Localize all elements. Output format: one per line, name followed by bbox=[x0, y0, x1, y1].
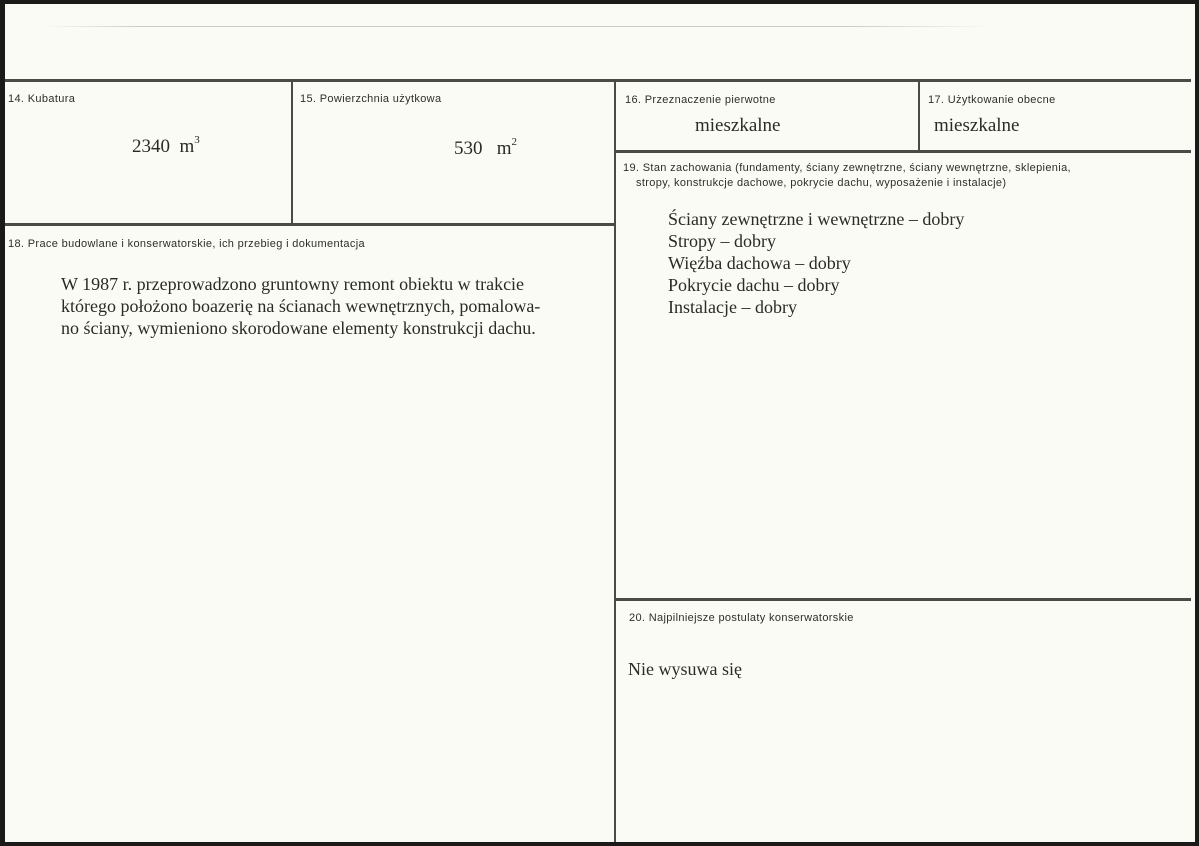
field-17-label: 17. Użytkowanie obecne bbox=[928, 94, 1056, 106]
field-14-unit: m bbox=[179, 136, 195, 157]
condition-item: Ściany zewnętrzne i wewnętrzne – dobry bbox=[668, 209, 965, 229]
faint-top-rule bbox=[43, 26, 993, 27]
rule-under-14-15 bbox=[5, 223, 615, 226]
condition-item: Pokrycie dachu – dobry bbox=[668, 275, 840, 295]
condition-item: Stropy – dobry bbox=[668, 231, 776, 251]
field-20-value: Nie wysuwa się bbox=[628, 659, 742, 679]
field-14-unit-exponent: 3 bbox=[194, 134, 200, 146]
description-line: którego położono boazerię na ścianach wewnętrznych, pomalowa- bbox=[61, 296, 541, 316]
field-15-value bbox=[454, 138, 517, 160]
condition-item: Więźba dachowa – dobry bbox=[668, 253, 851, 273]
field-16-label: 16. Przeznaczenie pierwotne bbox=[625, 94, 776, 106]
rule-under-16-17 bbox=[615, 150, 1191, 153]
field-15-unit-exponent: 2 bbox=[511, 136, 518, 148]
condition-item: Instalacje – dobry bbox=[668, 297, 797, 317]
rule-top bbox=[5, 79, 1191, 82]
field-18-description bbox=[61, 273, 540, 339]
field-20-label: 20. Najpilniejsze postulaty konserwatorskie bbox=[629, 612, 854, 624]
field-14-number: 2340 bbox=[132, 136, 170, 157]
field-15-label: 15. Powierzchnia użytkowa bbox=[300, 93, 442, 105]
divider-14-15 bbox=[291, 80, 293, 225]
field-16-value: mieszkalne bbox=[695, 115, 781, 136]
description-line: W 1987 r. przeprowadzono gruntowny remont obiektu w trakcie bbox=[61, 274, 525, 294]
description-line: no ściany, wymieniono skorodowane elementy konstrukcji dachu. bbox=[61, 318, 536, 338]
field-19-label-line1: 19. Stan zachowania (fundamenty, ściany zewnętrzne, ściany wewnętrzne, sklepienia, bbox=[623, 162, 1071, 174]
field-19-label-line2: stropy, konstrukcje dachowe, pokrycie dachu, wyposażenie i instalacje) bbox=[636, 177, 1007, 189]
field-15-number: 530 bbox=[454, 138, 483, 159]
divider-16-17 bbox=[918, 80, 920, 152]
field-17-value: mieszkalne bbox=[934, 115, 1020, 136]
field-19-condition-list bbox=[668, 208, 964, 318]
field-15-unit: m bbox=[496, 138, 512, 159]
form-page bbox=[5, 4, 1195, 842]
rule-above-20 bbox=[615, 598, 1191, 601]
field-14-value bbox=[132, 136, 200, 158]
field-18-label: 18. Prace budowlane i konserwatorskie, ich przebieg i dokumentacja bbox=[8, 238, 365, 250]
divider-center bbox=[614, 80, 616, 842]
field-14-label: 14. Kubatura bbox=[8, 93, 76, 105]
